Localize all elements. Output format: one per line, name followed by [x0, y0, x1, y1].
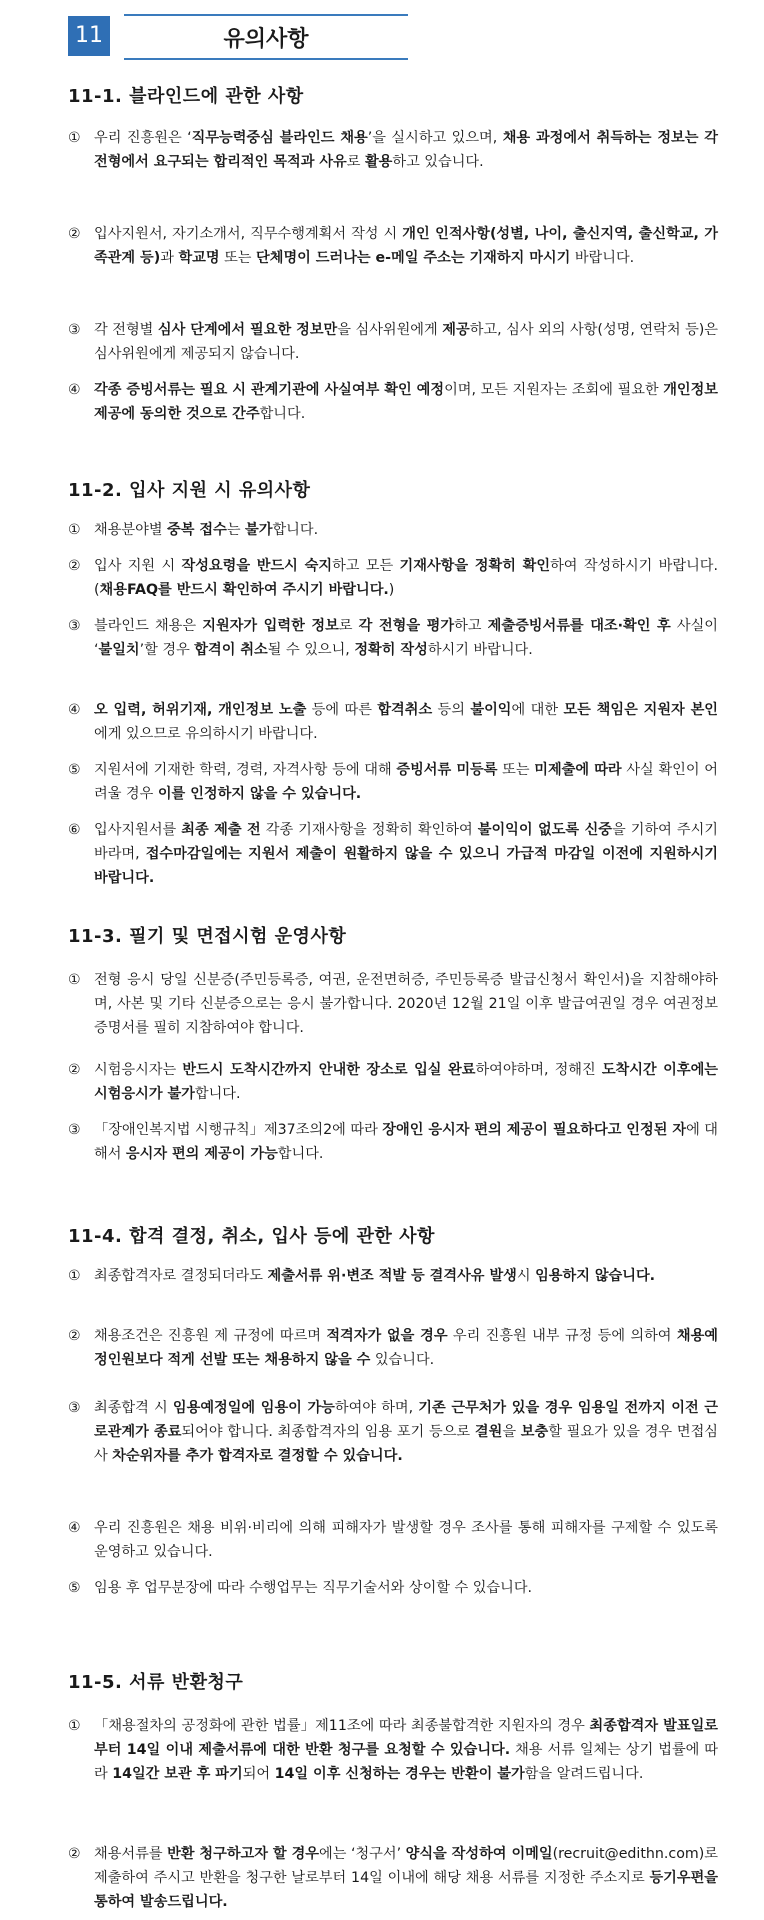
body-text: 임용 후 업무분장에 따라 수행업무는 직무기술서와 상이할 수 있습니다. — [94, 1580, 533, 1596]
emphasis-text: 지원자가 입력한 정보 — [202, 618, 339, 634]
body-text: 을 기하여 주시기 바라며, — [94, 822, 718, 862]
item-number-marker: ③ — [68, 322, 81, 338]
emphasis-text: 각종 증빙서류는 필요 시 관계기관에 사실여부 확인 예정 — [94, 382, 445, 398]
body-text: 에 대한 — [511, 702, 564, 718]
body-text: 하여 작성하시기 바랍니다. ( — [94, 558, 719, 598]
emphasis-text: 오 입력, 허위기재, 개인정보 노출 — [94, 702, 307, 718]
body-text: 입사 지원 시 — [94, 558, 182, 574]
body-text: 채용조건은 진흥원 제 규정에 따르며 — [94, 1328, 327, 1344]
list-item — [68, 1118, 718, 1166]
emphasis-text: 개인정보 제공에 동의한 것으로 간주 — [94, 382, 719, 422]
emphasis-text: 제출서류 위·변조 적발 등 결격사유 발생 — [267, 1268, 517, 1284]
emphasis-text: 장애인 응시자 편의 제공이 필요하다고 인정된 자 — [382, 1122, 687, 1138]
emphasis-text: 결원 — [474, 1424, 503, 1440]
body-text: 되어 — [242, 1766, 275, 1782]
body-text: 을 심사위원에게 — [337, 322, 443, 338]
emphasis-text: 임용하지 않습니다. — [535, 1268, 656, 1284]
body-text: 하시기 바랍니다. — [427, 642, 533, 658]
body-text: 바랍니다. — [570, 250, 635, 266]
body-text: 하고 모든 — [332, 558, 400, 574]
body-text: (recruit@edithn.com)로 제출하여 주시고 반환을 청구한 날로부터 14일 이내에 해당 채용 서류를 지정한 주소지로 — [94, 1846, 718, 1886]
emphasis-text: 등기우편을 통하여 발송드립니다. — [94, 1870, 718, 1910]
section-1 — [68, 82, 704, 108]
list-item — [68, 378, 718, 426]
item-number-marker: ⑤ — [68, 762, 81, 778]
emphasis-text: 중복 접수 — [167, 522, 227, 538]
body-text: 하여야 하며, — [334, 1400, 419, 1416]
page-title: 유의사항 — [223, 27, 309, 52]
list-item — [68, 554, 718, 602]
list-item — [68, 698, 718, 746]
section-title: 11-5. 서류 반환청구 — [68, 1672, 244, 1693]
emphasis-text: 정확히 작성 — [354, 642, 428, 658]
section-3 — [68, 922, 704, 948]
emphasis-text: 각 전형을 평가 — [358, 618, 455, 634]
emphasis-text: 14일 이후 신청하는 경우는 반환이 불가 — [274, 1766, 525, 1782]
body-text: ) — [388, 582, 395, 598]
body-text: 로 — [338, 618, 359, 634]
body-text: 채용 서류 일체는 상기 법률에 따라 — [94, 1742, 719, 1782]
body-text: 전형 응시 당일 신분증(주민등록증, 여권, 운전면허증, 주민등록증 발급신청서 확인서)을 지참해야하며, 사본 및 기타 신분증으로는 응시 불가합니다. 2020년 12월 21일 이후 발급여권일 경우 여권정보증명서를 필히 지참하여야 합니다. — [94, 972, 718, 1036]
item-number-marker: ④ — [68, 382, 81, 398]
body-text: 하고, 심사 외의 사항(성명, 연락처 등)은 심사위원에게 제공되지 않습니다. — [94, 322, 719, 362]
section-5 — [68, 1668, 704, 1694]
body-text: 입사지원서, 자기소개서, 직무수행계획서 작성 시 — [94, 226, 403, 242]
item-number-marker: ③ — [68, 1400, 81, 1416]
list-item — [68, 758, 718, 806]
body-text: ’을 실시하고 있으며, — [367, 130, 503, 146]
list-item — [68, 614, 718, 662]
item-number-marker: ① — [68, 130, 81, 146]
section-header — [68, 14, 408, 60]
emphasis-text: 임용예정일에 임용이 가능 — [172, 1400, 335, 1416]
body-text: 우리 진흥원 내부 규정 등에 의하여 — [447, 1328, 677, 1344]
body-text: 할 필요가 있을 경우 면접심사 — [94, 1424, 718, 1464]
body-text: 사실 확인이 어려울 경우 — [94, 762, 718, 802]
emphasis-text: 증빙서류 미등록 — [396, 762, 498, 778]
body-text: 는 — [226, 522, 246, 538]
item-number-marker: ① — [68, 972, 81, 988]
emphasis-text: 반드시 도착시간까지 안내한 장소로 입실 완료 — [182, 1062, 476, 1078]
body-text: 등에 따른 — [306, 702, 378, 718]
emphasis-text: 불이익 — [470, 702, 512, 718]
body-text: 있습니다. — [370, 1352, 435, 1368]
body-text: 과 — [160, 250, 179, 266]
body-text: 함을 알려드립니다. — [524, 1766, 644, 1782]
body-text: 을 — [502, 1424, 521, 1440]
emphasis-text: 적격자가 없을 경우 — [326, 1328, 448, 1344]
item-number-marker: ② — [68, 226, 81, 242]
list-item — [68, 968, 718, 1040]
emphasis-text: 미제출에 따라 — [534, 762, 622, 778]
section-title: 11-3. 필기 및 면접시험 운영사항 — [68, 926, 347, 947]
emphasis-text: 차순위자를 추가 합격자로 결정할 수 있습니다. — [112, 1448, 403, 1464]
emphasis-text: 응시자 편의 제공이 가능 — [125, 1146, 278, 1162]
body-text: 또는 — [497, 762, 535, 778]
list-item — [68, 1324, 718, 1372]
body-text: 합니다. — [194, 1086, 241, 1102]
list-item — [68, 518, 718, 542]
body-text: 되어야 합니다. 최종합격자의 임용 포기 등으로 — [181, 1424, 475, 1440]
body-text: 하고 — [454, 618, 488, 634]
list-item — [68, 1842, 718, 1914]
emphasis-text: 불이익이 없도록 신중 — [477, 822, 612, 838]
body-text: 시험응시자는 — [94, 1062, 183, 1078]
list-item — [68, 1714, 718, 1786]
emphasis-text: 제출증빙서류를 대조·확인 후 — [487, 618, 671, 634]
emphasis-text: 14일간 보관 후 파기 — [112, 1766, 243, 1782]
body-text: 로 — [346, 154, 365, 170]
body-text: 최종합격 시 — [94, 1400, 173, 1416]
body-text: 등의 — [432, 702, 471, 718]
body-text: 사실이 ‘ — [94, 618, 718, 658]
body-text: 합니다. — [277, 1146, 324, 1162]
list-item — [68, 1576, 718, 1600]
item-number-marker: ① — [68, 1718, 81, 1734]
body-text: 각 전형별 — [94, 322, 158, 338]
emphasis-text: 채용FAQ를 반드시 확인하여 주시기 바랍니다. — [99, 582, 389, 598]
list-item — [68, 222, 718, 270]
list-item — [68, 1264, 718, 1288]
body-text: 최종합격자로 결정되더라도 — [94, 1268, 268, 1284]
emphasis-text: 불가 — [245, 522, 273, 538]
emphasis-text: 이를 인정하지 않을 수 있습니다. — [157, 786, 362, 802]
item-number-marker: ② — [68, 1328, 81, 1344]
section-2 — [68, 476, 704, 502]
emphasis-text: 합격취소 — [377, 702, 433, 718]
section-title-frame — [124, 14, 408, 60]
body-text: 시 — [516, 1268, 536, 1284]
body-text: 에게 있으므로 유의하시기 바랍니다. — [94, 726, 318, 742]
emphasis-text: 단체명이 드러나는 e-메일 주소는 기재하지 마시기 — [256, 250, 571, 266]
emphasis-text: 활용 — [364, 154, 393, 170]
emphasis-text: 모든 책임은 지원자 본인 — [563, 702, 718, 718]
item-number-marker: ⑥ — [68, 822, 81, 838]
body-text: 「장애인복지법 시행규칙」제37조의2에 따라 — [94, 1122, 383, 1138]
body-text: 각종 기재사항을 정확히 확인하여 — [260, 822, 478, 838]
body-text: 우리 진흥원은 ‘ — [94, 130, 192, 146]
emphasis-text: 채용 과정에서 취득하는 정보는 각 전형에서 요구되는 합리적인 목적과 사유 — [94, 130, 718, 170]
emphasis-text: 학교명 — [178, 250, 220, 266]
item-number-marker: ④ — [68, 1520, 81, 1536]
body-text: 우리 진흥원은 채용 비위·비리에 의해 피해자가 발생할 경우 조사를 통해 피해자를 구제할 수 있도록 운영하고 있습니다. — [94, 1520, 718, 1560]
emphasis-text: 불일치 — [98, 642, 140, 658]
emphasis-text: 직무능력중심 블라인드 채용 — [191, 130, 368, 146]
body-text: 에 대해서 — [94, 1122, 718, 1162]
body-text: 블라인드 채용은 — [94, 618, 203, 634]
item-number-marker: ② — [68, 1062, 81, 1078]
item-number-marker: ② — [68, 1846, 81, 1862]
body-text: 에는 ‘청구서’ — [319, 1846, 406, 1862]
section-title: 11-4. 합격 결정, 취소, 입사 등에 관한 사항 — [68, 1226, 435, 1247]
list-item — [68, 318, 718, 366]
list-item — [68, 126, 718, 174]
body-text: 입사지원서를 — [94, 822, 182, 838]
body-text: 지원서에 기재한 학력, 경력, 자격사항 등에 대해 — [94, 762, 397, 778]
section-number-badge: 11 — [68, 16, 110, 56]
item-number-marker: ① — [68, 522, 81, 538]
body-text: 합니다. — [272, 522, 319, 538]
body-text: 이며, 모든 지원자는 조회에 필요한 — [444, 382, 664, 398]
body-text: 합니다. — [259, 406, 306, 422]
emphasis-text: 합격이 취소 — [194, 642, 268, 658]
emphasis-text: 제공 — [442, 322, 470, 338]
body-text: 될 수 있으니, — [267, 642, 355, 658]
body-text: 「채용절차의 공정화에 관한 법률」제11조에 따라 최종불합격한 지원자의 경우 — [94, 1718, 590, 1734]
body-text: 채용서류를 — [94, 1846, 168, 1862]
body-text: ’할 경우 — [139, 642, 195, 658]
list-item — [68, 1058, 718, 1106]
emphasis-text: 개인 인적사항(성별, 나이, 출신지역, 출신학교, 가족관계 등) — [94, 226, 718, 266]
body-text: 채용분야별 — [94, 522, 168, 538]
body-text: 또는 — [219, 250, 257, 266]
emphasis-text: 채용예정인원보다 적게 선발 또는 채용하지 않을 수 — [94, 1328, 718, 1368]
section-title: 11-2. 입사 지원 시 유의사항 — [68, 480, 311, 501]
item-number-marker: ⑤ — [68, 1580, 81, 1596]
emphasis-text: 접수마감일에는 지원서 제출이 원활하지 않을 수 있으니 가급적 마감일 이전에 지원하시기 바랍니다. — [94, 846, 718, 886]
emphasis-text: 최종 제출 전 — [181, 822, 261, 838]
item-number-marker: ④ — [68, 702, 81, 718]
list-item — [68, 1516, 718, 1564]
item-number-marker: ③ — [68, 618, 81, 634]
list-item — [68, 1396, 718, 1468]
emphasis-text: 작성요령을 반드시 숙지 — [181, 558, 333, 574]
emphasis-text: 기존 근무처가 있을 경우 임용일 전까지 이전 근로관계가 종료 — [94, 1400, 718, 1440]
emphasis-text: 최종합격자 발표일로부터 14일 이내 제출서류에 대한 반환 청구를 요청할 수 있습니다. — [94, 1718, 718, 1758]
emphasis-text: 도착시간 이후에는 시험응시가 불가 — [94, 1062, 718, 1102]
emphasis-text: 양식을 작성하여 이메일 — [405, 1846, 553, 1862]
emphasis-text: 보충 — [520, 1424, 549, 1440]
emphasis-text: 심사 단계에서 필요한 정보만 — [157, 322, 338, 338]
item-number-marker: ② — [68, 558, 81, 574]
section-title: 11-1. 블라인드에 관한 사항 — [68, 86, 304, 107]
body-text: 하여야하며, 정해진 — [475, 1062, 602, 1078]
body-text: 하고 있습니다. — [392, 154, 484, 170]
emphasis-text: 기재사항을 정확히 확인 — [399, 558, 551, 574]
list-item — [68, 818, 718, 890]
emphasis-text: 반환 청구하고자 할 경우 — [167, 1846, 319, 1862]
section-4 — [68, 1222, 704, 1248]
item-number-marker: ③ — [68, 1122, 81, 1138]
item-number-marker: ① — [68, 1268, 81, 1284]
